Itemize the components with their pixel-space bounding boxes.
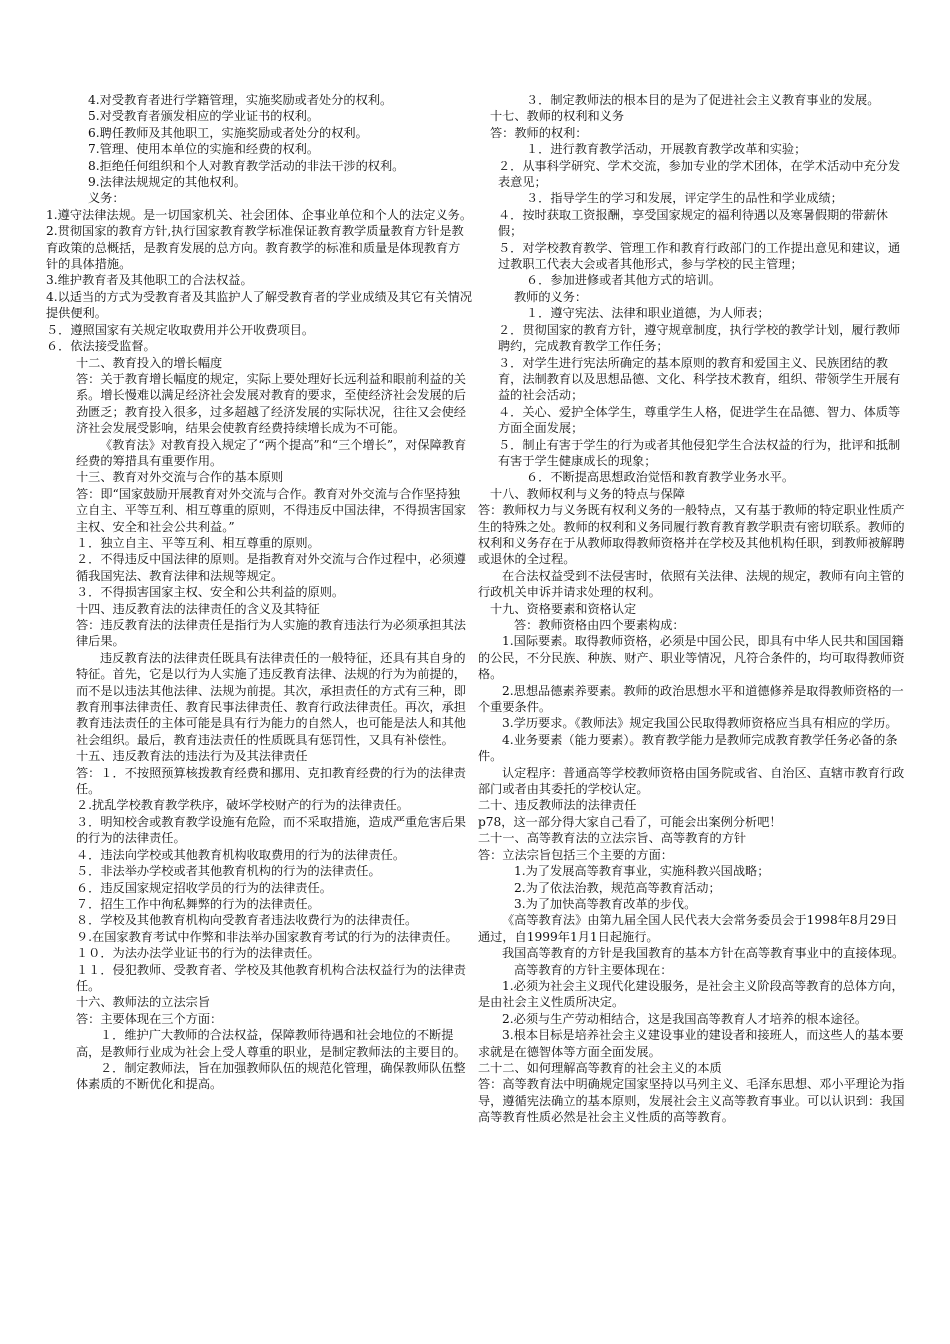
left-paragraph: ３．不得损害国家主权、安全和公共利益的原则。 — [76, 585, 345, 600]
left-paragraph: ７．招生工作中徇私舞弊的行为的法律责任。 — [76, 896, 320, 911]
right-paragraph: 2.必须与生产劳动相结合，这是我国高等教育人才培养的根本途径。 — [502, 1011, 868, 1026]
left-paragraph: 5.对受教育者颁发相应的学业证书的权利。 — [88, 109, 320, 124]
right-paragraph: 3.学历要求。《教师法》规定我国公民取得教师资格应当具有相应的学历。 — [502, 716, 898, 731]
right-paragraph: 十九、资格要素和资格认定 — [490, 601, 637, 616]
left-paragraph: 答：主要体现在三个方面： — [76, 1011, 223, 1026]
left-paragraph: ９.在国家教育考试中作弊和非法举办国家教育考试的行为的法律责任。 — [76, 929, 458, 944]
right-paragraph: 2.思想品德素养要素。教师的政治思想水平和道德修养是取得教师资格的一个重要条件。 — [478, 683, 904, 715]
right-paragraph: 十八、教师权利与义务的特点与保障 — [490, 486, 685, 501]
right-paragraph: ３．制定教师法的根本目的是为了促进社会主义教育事业的发展。 — [526, 93, 880, 107]
left-paragraph: １０．为法办法学业证书的行为的法律责任。 — [76, 946, 320, 961]
right-paragraph: 2.为了依法治教，规范高等教育活动； — [514, 880, 721, 895]
left-paragraph: 十四、违反教育法的法律责任的含义及其特征 — [76, 601, 320, 616]
left-paragraph: 十六、教师法的立法宗旨 — [76, 995, 211, 1010]
left-paragraph: 答：违反教育法的法律责任是指行为人实施的教育违法行为必须承担其法律后果。 — [76, 618, 466, 649]
right-paragraph: ２．贯彻国家的教育方针，遵守规章制度，执行学校的教学计划，履行教师聘约，完成教育教学工作任务； — [498, 322, 901, 354]
right-paragraph: ４．关心、爱护全体学生，尊重学生人格，促进学生在品德、智力、体质等方面全面发展； — [498, 404, 901, 436]
right-paragraph: 3.根本目标是培养社会主义建设事业的建设者和接班人，而这些人的基本要求就是在德智体等方面全面发展。 — [478, 1028, 904, 1059]
right-paragraph: 1.必须为社会主义现代化建设服务，是社会主义阶段高等教育的总体方向，是由社会主义性质所决定。 — [478, 978, 904, 1010]
left-paragraph: 答：关于教育增长幅度的规定，实际上要处理好长远利益和眼前利益的关系。增长慢难以满足经济社会发展对教育的要求，至使经济社会发展的后劲匮乏；教育投入很多，过多超越了经济发展的实际状况，往往又会使经济社会发展受影响，结果会使教育经费持续增长成为不可能。 — [76, 371, 466, 436]
right-paragraph: 二十二、如何理解高等教育的社会主义的本质 — [478, 1060, 722, 1075]
left-paragraph: 十二、教育投入的增长幅度 — [76, 355, 223, 370]
right-paragraph: ３．对学生进行宪法所确定的基本原则的教育和爱国主义、民族团结的教育，法制教育以及思想品德、文化、科学技术教育，组织、带领学生开展有益的社会活动； — [498, 355, 901, 403]
left-paragraph: ２．制定教师法，旨在加强教师队伍的规范化管理，确保教师队伍整体素质的不断优化和提高。 — [76, 1060, 466, 1092]
right-column — [478, 92, 906, 1126]
left-paragraph: 十三、教育对外交流与合作的基本原则 — [76, 470, 284, 485]
left-paragraph: ８．学校及其他教育机构向受教育者违法收费行为的法律责任。 — [76, 913, 418, 928]
left-paragraph: 4.对受教育者进行学籍管理，实施奖励或者处分的权利。 — [88, 93, 393, 107]
left-paragraph: 6.聘任教师及其他职工，实施奖励或者处分的权利。 — [88, 125, 368, 140]
right-paragraph: 高等教育的方针主要体现在： — [514, 962, 673, 977]
left-paragraph: ２．不得违反中国法律的原则。是指教育对外交流与合作过程中，必须遵循我国宪法、教育法律和法规等规定。 — [76, 552, 466, 583]
left-paragraph: ６．违反国家规定招收学员的行为的法律责任。 — [76, 880, 332, 895]
left-paragraph: 7.管理、使用本单位的实施和经费的权利。 — [88, 142, 320, 157]
left-paragraph: １．维护广大教师的合法权益，保障教师待遇和社会地位的不断提高，是教师行业成为社会上受人尊重的职业，是制定教师法的主要目的。 — [76, 1028, 466, 1059]
left-paragraph: 4.以适当的方式为受教育者及其监护人了解受教育者的学业成绩及其它有关情况提供便利。 — [46, 289, 473, 321]
left-paragraph: ２.扰乱学校教育教学秩序，破坏学校财产的行为的法律责任。 — [76, 798, 409, 813]
right-paragraph: １．进行教育教学活动，开展教育教学改革和实验； — [526, 142, 807, 157]
right-paragraph: 《高等教育法》由第九届全国人民代表大会常务委员会于1998年8月29日通过，自1999年1月1日起施行。 — [478, 913, 898, 944]
right-paragraph: 答：教师资格由四个要素构成： — [514, 618, 685, 632]
right-paragraph: 十七、教师的权利和义务 — [490, 109, 625, 124]
right-paragraph: 教师的义务： — [514, 289, 588, 304]
left-paragraph: 义务： — [88, 191, 125, 206]
right-paragraph: ５．对学校教育教学、管理工作和教育行政部门的工作提出意见和建议，通过教职工代表大会或者其他形式，参与学校的民主管理； — [498, 240, 901, 272]
right-paragraph: ６．不断提高思想政治觉悟和教育教学业务水平。 — [526, 470, 795, 485]
right-paragraph: 1.国际要素。取得教师资格，必须是中国公民，即具有中华人民共和国国籍的公民，不分民族、种族、财产、职业等情况，凡符合条件的，均可取得教师资格。 — [478, 634, 905, 682]
left-paragraph: １１．侵犯教师、受教育者、学校及其他教育机构合法权益行为的法律责任。 — [76, 962, 466, 993]
right-paragraph: ２．从事科学研究、学术交流，参加专业的学术团体，在学术活动中充分发表意见； — [498, 158, 901, 190]
right-paragraph: p78，这一部分得大家自己看了，可能会出案例分析吧！ — [478, 814, 782, 829]
left-paragraph: １．独立自主、平等互利、相互尊重的原则。 — [76, 535, 320, 550]
left-paragraph: 8.拒绝任何组织和个人对教育教学活动的非法干涉的权利。 — [88, 158, 405, 173]
right-paragraph: ５．制止有害于学生的行为或者其他侵犯学生合法权益的行为，批评和抵制有害于学生健康成长的现象； — [498, 437, 901, 468]
right-paragraph: ３．指导学生的学习和发展，评定学生的品性和学业成绩； — [526, 191, 843, 206]
left-paragraph: 2.贯彻国家的教育方针,执行国家教育教学标准保证教育教学质量教育方针是教育政策的总概括，是教育发展的总方向。教育教学的标准和质量是体现教育方针的具体措施。 — [46, 224, 464, 272]
right-paragraph: 答：高等教育法中明确规定国家坚持以马列主义、毛泽东思想、邓小平理论为指导，遵循宪法确立的基本原则，发展社会主义高等教育事业。可以认识到：我国高等教育性质必然是社会主义性质的高等教育。 — [478, 1077, 905, 1125]
right-paragraph: 我国高等教育的方针是我国教育的基本方针在高等教育事业中的直接体现。 — [502, 946, 905, 961]
right-paragraph: 在合法权益受到不法侵害时，依照有关法律、法规的规定，教师有向主管的行政机关申诉并请求处理的权利。 — [478, 568, 905, 600]
right-paragraph: 答：立法宗旨包括三个主要的方面： — [478, 847, 673, 862]
right-paragraph: ４．按时获取工资报酬，享受国家规定的福利待遇以及寒暑假期的带薪休假； — [498, 207, 888, 239]
right-paragraph: 答：教师权力与义务既有权利义务的一般特点，又有基于教师的特定职业性质产生的特殊之处。教师的权利和义务同履行教育教育教学职责有密切联系。教师的权利和义务存在于从教师取得教师资格并在学校及其他机构任职，到教师被解聘或退休的全过程。 — [478, 503, 905, 567]
left-paragraph: 《教育法》对教育投入规定了“两个提高”和“三个增长”，对保障教育经费的筹措具有重要作用。 — [76, 437, 467, 468]
right-paragraph: 二十、违反教师法的法律责任 — [478, 798, 637, 813]
left-paragraph: 答：１．不按照预算核拨教育经费和挪用、克扣教育经费的行为的法律责任。 — [76, 765, 466, 797]
left-paragraph: 十五、违反教育法的违法行为及其法律责任 — [76, 749, 308, 764]
left-paragraph: 1.遵守法律法规。是一切国家机关、社会团体、企事业单位和个人的法定义务。 — [46, 207, 473, 222]
left-paragraph: 答：即“国家鼓励开展教育对外交流与合作。教育对外交流与合作坚持独立自主、平等互利、相互尊重的原则，不得违反中国法律，不得损害国家主权、安全和社会公共利益。” — [76, 486, 466, 534]
right-paragraph: 3.为了加快高等教育改革的步伐。 — [514, 896, 697, 911]
right-paragraph: ６．参加进修或者其他方式的培训。 — [526, 273, 721, 288]
left-paragraph: 3.维护教育者及其他职工的合法权益。 — [46, 273, 253, 288]
right-paragraph: １．遵守宪法、法律和职业道德，为人师表； — [526, 306, 770, 321]
left-paragraph: ５．遵照国家有关规定收取费用并公开收费项目。 — [46, 322, 315, 337]
right-paragraph: 二十一、高等教育法的立法宗旨、高等教育的方针 — [478, 831, 747, 846]
right-paragraph: 1.为了发展高等教育事业，实施科教兴国战略； — [514, 864, 770, 879]
left-paragraph: ４．违法向学校或其他教育机构收取费用的行为的法律责任。 — [76, 847, 406, 862]
right-paragraph: 4.业务要素（能力要素）。教育教学能力是教师完成教育教学任务必备的条件。 — [478, 732, 898, 764]
left-paragraph: 9.法律法规规定的其他权利。 — [88, 175, 246, 190]
left-paragraph: ５．非法举办学校或者其他教育机构的行为的法律责任。 — [76, 864, 381, 879]
left-paragraph: ３．明知校舍或教育教学设施有危险，而不采取措施，造成严重危害后果的行为的法律责任。 — [76, 814, 466, 846]
left-paragraph: 违反教育法的法律责任既具有法律责任的一般特征，还具有其自身的特征。首先，它是以行为人实施了违反教育法律、法规的行为为前提的，而不是以违法其他法律、法规为前提。其次，承担责任的方式有三种，即教育刑事法律责任、教育民事法律责任、教育行政法律责任。再次，承担教育违法责任的主体可能是具有行为能力的自然人，也可能是法人和其他社会组织。最后，教育违法责任的性质既具有惩罚性，又具有补偿性。 — [76, 650, 466, 747]
left-paragraph: ６．依法接受监督。 — [46, 339, 156, 354]
right-paragraph: 答：教师的权利： — [490, 125, 588, 140]
left-column — [46, 92, 472, 1093]
right-paragraph: 认定程序：普通高等学校教师资格由国务院或省、自治区、直辖市教育行政部门或者由其委托的学校认定。 — [478, 765, 905, 797]
